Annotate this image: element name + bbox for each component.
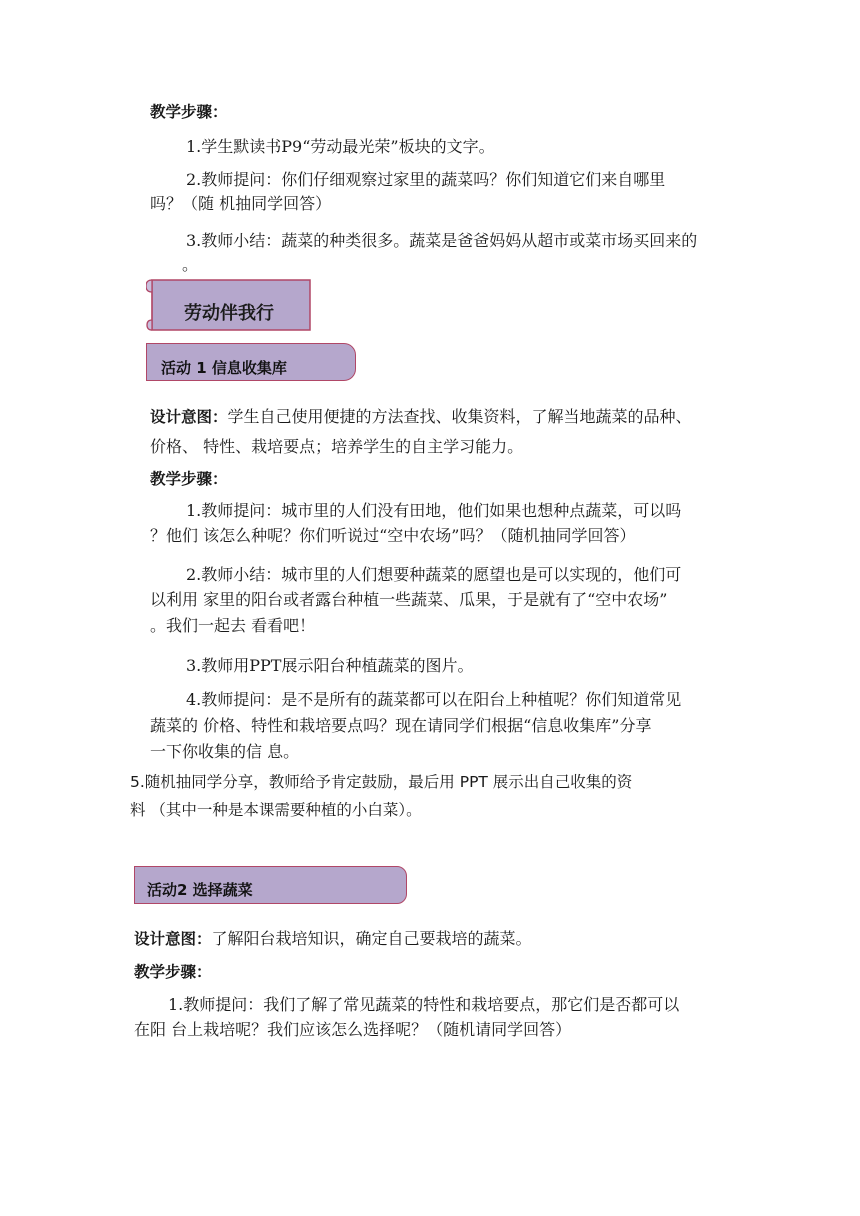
activity1-header [146, 343, 356, 381]
intent-label: 设计意图： [150, 408, 228, 426]
step-text: 3.教师小结：蔬菜的种类很多。蔬菜是爸爸妈妈从超市或菜市场买回来的 [186, 231, 698, 250]
step-text: 一下你收集的信 息。 [150, 742, 300, 761]
intent-label: 设计意图： [134, 930, 212, 948]
section-banner [146, 278, 312, 336]
step-text: 2.教师提问：你们仔细观察过家里的蔬菜吗？你们知道它们来自哪里 [186, 170, 666, 189]
intent-text: 学生自己使用便捷的方法查找、收集资料，了解当地蔬菜的品种、 [227, 407, 692, 426]
step-text: 1.学生默读书P9“劳动最光荣”板块的文字。 [186, 137, 495, 156]
step-text: 蔬菜的 价格、特性和栽培要点吗？现在请同学们根据“信息收集库”分享 [150, 716, 652, 735]
step-text: 。 [182, 255, 199, 274]
step-text: ？他们 该怎么种呢？你们听说过“空中农场”吗？（随机抽同学回答） [150, 526, 636, 545]
design-intent-1 [150, 406, 692, 428]
step-text: 1.教师提问：城市里的人们没有田地，他们如果也想种点蔬菜，可以吗 [186, 501, 682, 520]
step-text: 4.教师提问：是不是所有的蔬菜都可以在阳台上种植呢？你们知道常见 [186, 690, 682, 709]
intent-text: 了解阳台栽培知识，确定自己要栽培的蔬菜。 [211, 929, 532, 948]
activity2-title: 活动2 选择蔬菜 [147, 881, 253, 899]
step-text: 吗？（随 机抽同学回答） [150, 194, 332, 213]
activity1-title: 活动 1 信息收集库 [161, 359, 287, 377]
steps-heading-1: 教学步骤： [150, 103, 228, 121]
intent-text: 价格、 特性、栽培要点；培养学生的自主学习能力。 [150, 437, 524, 456]
step-text: 。我们一起去 看看吧！ [150, 616, 316, 635]
step-text: 1.教师提问：我们了解了常见蔬菜的特性和栽培要点，那它们是否都可以 [168, 995, 680, 1014]
activity2-header [134, 866, 407, 904]
step-text: 以利用 家里的阳台或者露台种植一些蔬菜、瓜果，于是就有了“空中农场” [150, 590, 668, 609]
step-text: 料 （其中一种是本课需要种植的小白菜）。 [130, 801, 422, 819]
banner-title: 劳动伴我行 [184, 303, 274, 324]
step-text: 5.随机抽同学分享，教师给予肯定鼓励，最后用 PPT 展示出自己收集的资 [130, 773, 633, 791]
steps-heading-2: 教学步骤： [150, 470, 228, 488]
step-text: 3.教师用PPT展示阳台种植蔬菜的图片。 [186, 656, 474, 675]
step-text: 2.教师小结：城市里的人们想要种蔬菜的愿望也是可以实现的，他们可 [186, 565, 682, 584]
steps-heading-3: 教学步骤： [134, 963, 212, 981]
design-intent-2 [134, 928, 532, 950]
step-text: 在阳 台上栽培呢？我们应该怎么选择呢？（随机请同学回答） [134, 1020, 572, 1039]
